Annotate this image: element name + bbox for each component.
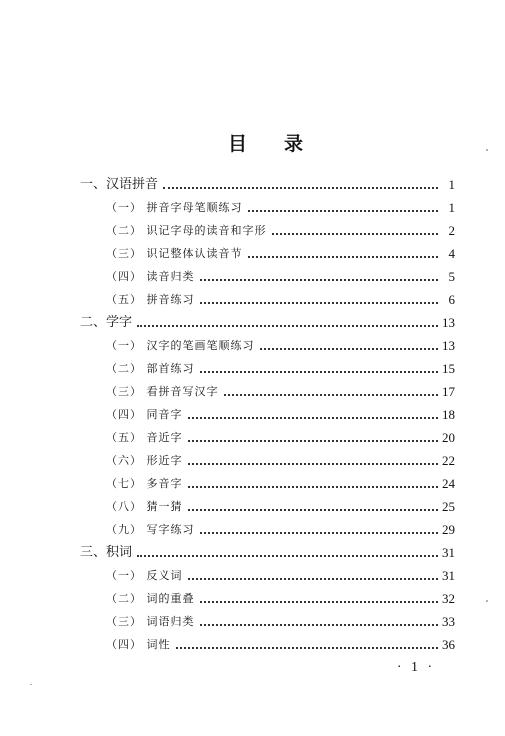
- toc-item[interactable]: [106, 631, 455, 653]
- toc-label: （五） 拼音练习: [106, 293, 195, 306]
- toc-section-2[interactable]: [80, 309, 455, 331]
- dot-leader: [200, 278, 439, 281]
- toc-label: （九） 写字练习: [106, 523, 195, 536]
- dot-leader: [188, 462, 439, 465]
- toc-label: （五） 音近字: [106, 431, 183, 444]
- toc-label: （一） 反义词: [106, 569, 183, 582]
- toc-page-number: 13: [442, 338, 455, 353]
- title-char-2: 录: [284, 133, 304, 155]
- toc-item[interactable]: [106, 355, 455, 377]
- dot-leader: [224, 393, 439, 396]
- title-char-1: 目: [228, 133, 248, 155]
- dot-leader: [163, 186, 438, 189]
- toc-page-number: 31: [442, 568, 455, 583]
- toc-item[interactable]: [106, 378, 455, 400]
- dot-leader: [248, 209, 439, 212]
- toc-item[interactable]: [106, 332, 455, 354]
- toc-item[interactable]: [106, 286, 455, 308]
- toc-item[interactable]: [106, 562, 455, 584]
- toc-label: （一） 汉字的笔画笔顺练习: [106, 339, 255, 352]
- toc-item[interactable]: [106, 470, 455, 492]
- dot-leader: [200, 600, 439, 603]
- toc-label: （四） 词性: [106, 638, 171, 651]
- toc-page-number: 20: [442, 430, 455, 445]
- dot-leader: [188, 508, 439, 511]
- scan-speck: [486, 149, 488, 151]
- toc-label: 三、积词: [80, 545, 133, 560]
- dot-leader: [188, 577, 439, 580]
- dot-leader: [176, 646, 439, 649]
- toc-page-number: 22: [442, 453, 455, 468]
- dot-leader: [137, 554, 438, 557]
- toc-page-number: 29: [442, 522, 455, 537]
- toc-page-number: 24: [442, 476, 455, 491]
- toc-item[interactable]: [106, 585, 455, 607]
- toc-page-number: 4: [448, 246, 455, 261]
- toc-item[interactable]: [106, 217, 455, 239]
- toc-page-number: 13: [442, 315, 455, 330]
- toc-label: （二） 词的重叠: [106, 592, 195, 605]
- toc-label: （四） 同音字: [106, 408, 183, 421]
- toc-label: 二、学字: [80, 315, 133, 330]
- toc-item[interactable]: [106, 263, 455, 285]
- dot-leader: [200, 301, 439, 304]
- scan-speck: [486, 600, 488, 602]
- toc-page-number: 25: [442, 499, 455, 514]
- toc-page-number: 6: [448, 292, 455, 307]
- toc-item[interactable]: [106, 401, 455, 423]
- toc-label: （七） 多音字: [106, 477, 183, 490]
- toc-section-3[interactable]: [80, 539, 455, 561]
- dot-leader: [137, 324, 438, 327]
- toc-label: （八） 猜一猜: [106, 500, 183, 513]
- toc-page-number: 1: [448, 177, 455, 192]
- page-number-footer: · 1 ·: [396, 660, 436, 675]
- toc-page-number: 36: [442, 637, 455, 652]
- dot-leader: [188, 485, 439, 488]
- toc-section-1[interactable]: [80, 171, 455, 193]
- toc-item[interactable]: [106, 608, 455, 630]
- toc-label: （三） 看拼音写汉字: [106, 385, 219, 398]
- toc-page-number: 32: [442, 591, 455, 606]
- toc-item[interactable]: [106, 516, 455, 538]
- toc-label: （六） 形近字: [106, 454, 183, 467]
- toc-item[interactable]: [106, 493, 455, 515]
- page-title: [0, 129, 505, 155]
- dot-leader: [188, 416, 439, 419]
- toc-label: （二） 部首练习: [106, 362, 195, 375]
- dot-leader: [248, 255, 439, 258]
- toc-label: 一、汉语拼音: [80, 177, 159, 192]
- dot-leader: [200, 623, 439, 626]
- toc-page-number: 15: [442, 361, 455, 376]
- toc-label: （三） 识记整体认读音节: [106, 247, 243, 260]
- dot-leader: [200, 370, 439, 373]
- toc-page-number: 33: [442, 614, 455, 629]
- toc-page-number: 1: [448, 200, 455, 215]
- scan-speck: [30, 684, 32, 685]
- dot-leader: [260, 347, 439, 350]
- toc-page-number: 2: [448, 223, 455, 238]
- toc-page-number: 31: [442, 545, 455, 560]
- toc-label: （二） 识记字母的读音和字形: [106, 224, 267, 237]
- toc-label: （三） 词语归类: [106, 615, 195, 628]
- toc-item[interactable]: [106, 194, 455, 216]
- toc-item[interactable]: [106, 240, 455, 262]
- toc-item[interactable]: [106, 424, 455, 446]
- dot-leader: [272, 232, 439, 235]
- toc-label: （四） 读音归类: [106, 270, 195, 283]
- toc-page-number: 5: [448, 269, 455, 284]
- dot-leader: [188, 439, 439, 442]
- toc-label: （一） 拼音字母笔顺练习: [106, 201, 243, 214]
- toc-page-number: 17: [442, 384, 455, 399]
- toc-page-number: 18: [442, 407, 455, 422]
- dot-leader: [200, 531, 439, 534]
- toc-item[interactable]: [106, 447, 455, 469]
